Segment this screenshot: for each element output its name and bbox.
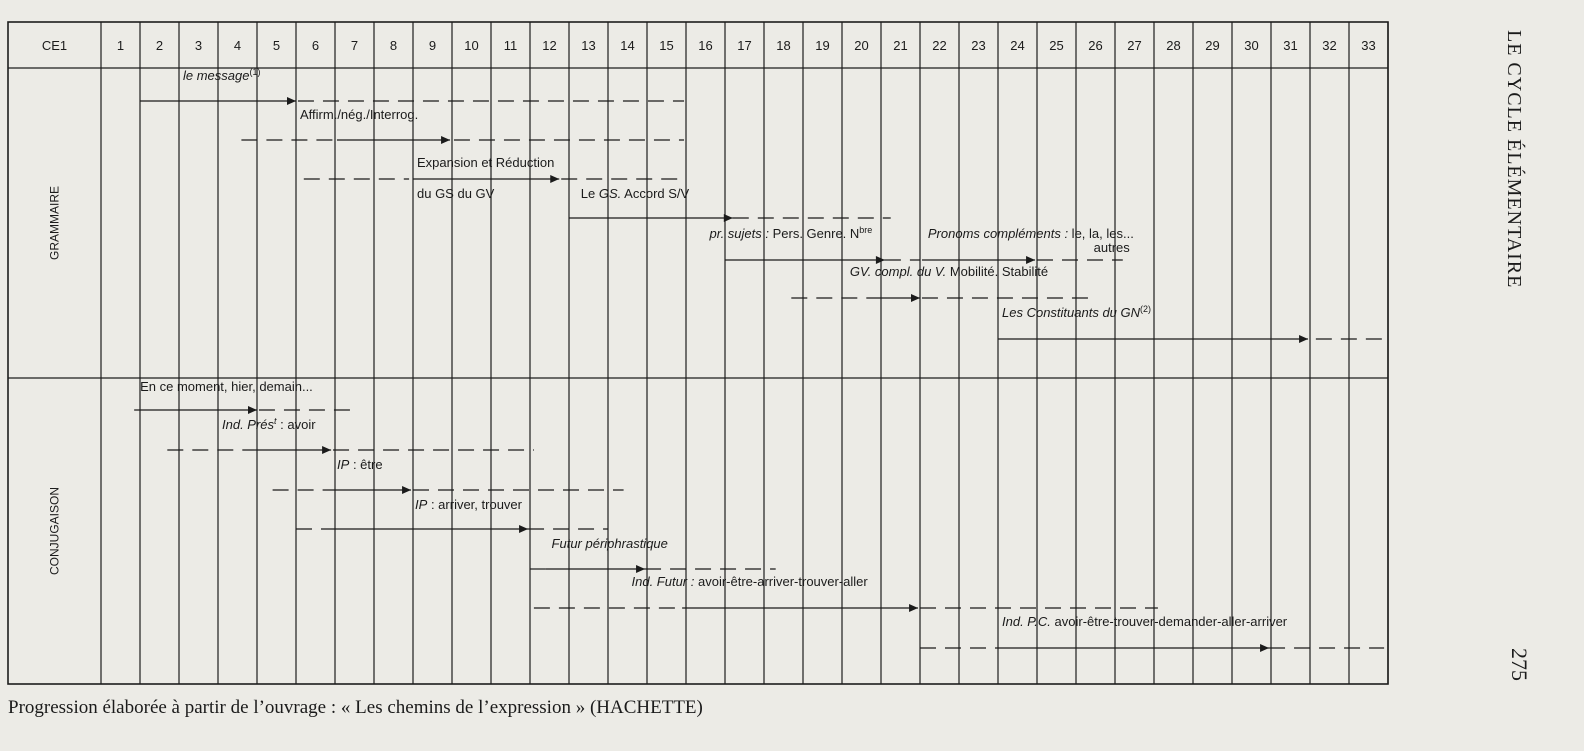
week-number: 12	[542, 38, 557, 53]
row-label: pr. sujets : Pers. Genre. $N^{bre}$	[709, 225, 873, 241]
row-label: autres	[1093, 240, 1130, 255]
progression-labels	[140, 67, 1288, 629]
week-number: 17	[737, 38, 752, 53]
row-label: IP : arriver, trouver	[415, 497, 522, 512]
progression-row	[534, 604, 1158, 612]
week-number: 25	[1049, 38, 1064, 53]
row-label: Ind. Prés$^t$ : avoir	[222, 416, 316, 432]
week-number: 10	[464, 38, 479, 53]
week-number: 28	[1166, 38, 1181, 53]
row-label: GV. compl. du V. Mobilité. Stabilité	[849, 264, 1049, 279]
arrow-head	[1260, 644, 1269, 652]
week-number: 26	[1088, 38, 1103, 53]
progression-row	[725, 256, 920, 264]
row-label: Affirm./nég./Interrog.	[300, 107, 419, 122]
row-label: le message$^{(1)}$	[183, 67, 261, 83]
progression-row	[530, 565, 776, 573]
week-number: 20	[854, 38, 869, 53]
week-number: 11	[503, 38, 518, 53]
section-labels	[48, 186, 62, 575]
week-number: 31	[1283, 38, 1298, 53]
progression-row	[273, 486, 624, 494]
progression-row	[140, 97, 684, 105]
row-label: Le GS. Accord S/V	[580, 186, 690, 201]
week-number: 6	[311, 38, 320, 53]
week-number: 19	[815, 38, 830, 53]
week-number: 33	[1361, 38, 1376, 53]
arrow-head	[724, 214, 733, 222]
row-label: Les Constituants du GN$^{(2)}$	[1002, 304, 1152, 320]
week-number: 21	[893, 38, 908, 53]
week-number: 9	[428, 38, 437, 53]
row-label: Pronoms compléments : le, la, les...	[927, 226, 1134, 241]
progression-row	[134, 406, 350, 414]
week-number: 24	[1010, 38, 1025, 53]
week-number: 4	[233, 38, 242, 53]
running-head: LE CYCLE ÉLÉMENTAIRE	[1503, 30, 1525, 289]
caption: Progression élaborée à partir de l’ouvrage : « Les chemins de l’expression » (HACHETTE)	[8, 697, 703, 718]
arrow-head	[911, 294, 920, 302]
corner-label: CE1	[41, 38, 68, 53]
week-number: 32	[1322, 38, 1337, 53]
week-number: 27	[1127, 38, 1142, 53]
arrow-head	[1026, 256, 1035, 264]
arrow-head	[550, 175, 559, 183]
week-number: 3	[194, 38, 203, 53]
arrow-head	[402, 486, 411, 494]
arrow-head	[519, 525, 528, 533]
arrow-head	[909, 604, 918, 612]
week-number: 16	[698, 38, 713, 53]
week-number: 14	[620, 38, 635, 53]
arrow-head	[1299, 335, 1308, 343]
arrow-head	[287, 97, 296, 105]
week-number: 29	[1205, 38, 1220, 53]
progression-row	[920, 644, 1384, 652]
week-number: 1	[116, 38, 125, 53]
progression-row	[241, 136, 684, 144]
arrow-head	[441, 136, 450, 144]
week-number: 23	[971, 38, 986, 53]
page-number: 275	[1507, 648, 1532, 681]
week-number: 8	[389, 38, 398, 53]
row-label: En ce moment, hier, demain...	[140, 379, 313, 394]
week-header-row	[42, 38, 1376, 53]
week-number: 22	[932, 38, 947, 53]
arrow-head	[322, 446, 331, 454]
section-label-conjugaison: CONJUGAISON	[47, 486, 62, 576]
week-number: 13	[581, 38, 596, 53]
progression-row	[791, 294, 1089, 302]
section-label-grammaire: GRAMMAIRE	[47, 185, 62, 261]
arrow-head	[248, 406, 257, 414]
progression-bars	[134, 97, 1388, 652]
arrow-head	[636, 565, 645, 573]
row-label: Ind. Futur : avoir-être-arriver-trouver-aller	[631, 574, 868, 589]
progression-row	[304, 175, 684, 183]
week-number: 7	[350, 38, 359, 53]
week-number: 15	[659, 38, 674, 53]
progression-row	[167, 446, 534, 454]
week-number: 18	[776, 38, 791, 53]
week-number: 30	[1244, 38, 1259, 53]
week-number: 5	[272, 38, 281, 53]
row-label: IP : être	[337, 457, 383, 472]
row-label: Futur périphrastique	[551, 536, 668, 551]
row-label: Expansion et Réduction	[417, 155, 555, 170]
row-label: Ind. P.C. avoir-être-trouver-demander-aller-arriver	[1002, 614, 1288, 629]
week-number: 2	[155, 38, 164, 53]
row-label: du GS du GV	[417, 186, 495, 201]
progression-row	[922, 256, 1123, 264]
